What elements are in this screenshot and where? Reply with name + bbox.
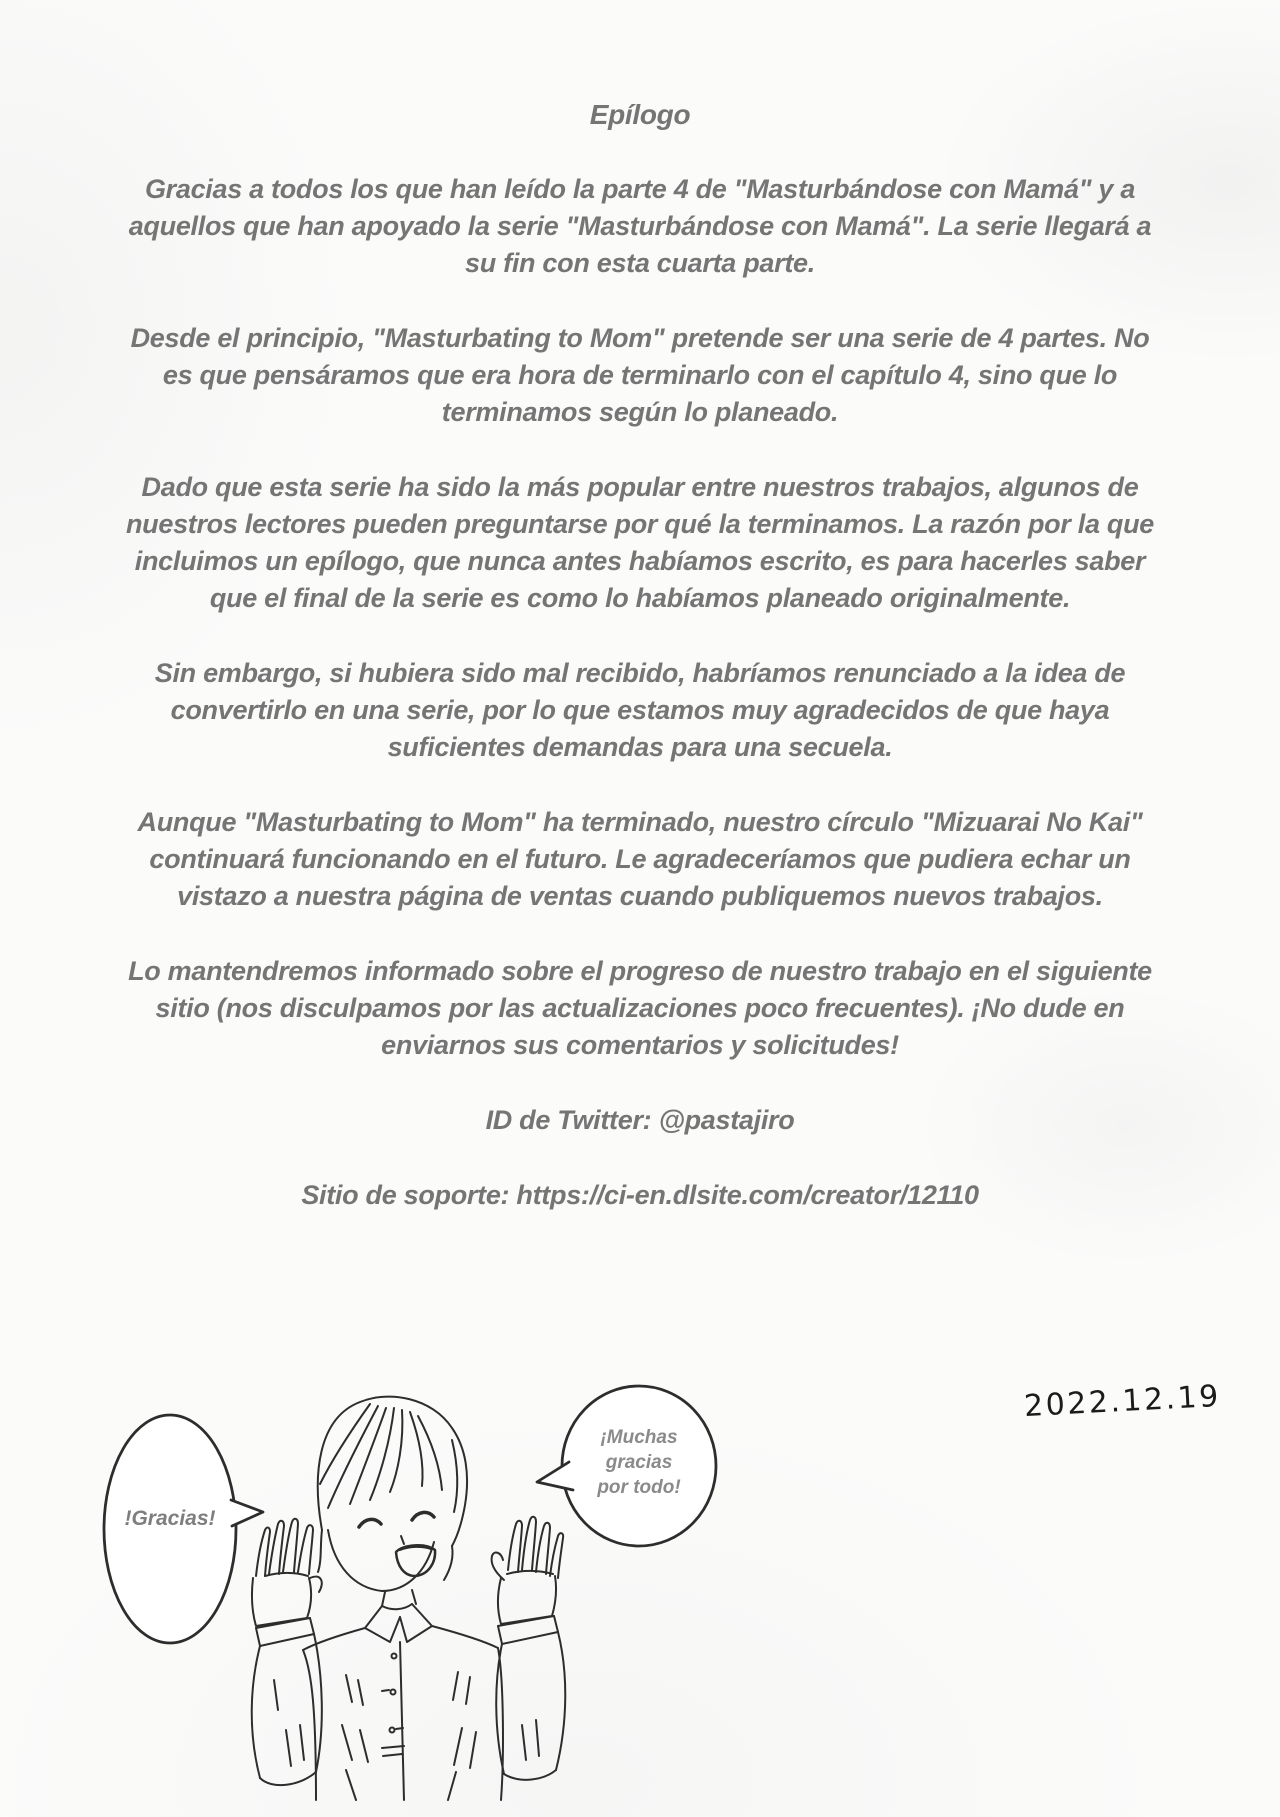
paragraph-1: Gracias a todos los que han leído la parte 4 de "Masturbándose con Mamá" y a aquellos que han apoyado la serie "Masturbándose con Mamá". La serie llegará a su fin con esta cuarta parte. bbox=[128, 174, 1152, 278]
paragraph-3: Dado que esta serie ha sido la más popular entre nuestros trabajos, algunos de nuestros lectores pueden preguntarse por qué la terminamos. La razón por la que incluimos un epílogo, que nunca antes habíamos escrito, es para hacerles saber que el final de la serie es como lo habíamos planeado originalmente. bbox=[125, 472, 1155, 613]
illustration bbox=[60, 1380, 760, 1817]
shirt-collar bbox=[365, 1590, 432, 1642]
character-hair bbox=[318, 1397, 467, 1580]
left-bubble-text: !Gracias! bbox=[124, 1507, 216, 1530]
right-bubble-text: ¡Muchas gracias por todo! bbox=[597, 1427, 681, 1498]
paragraph-2: Desde el principio, "Masturbating to Mom" pretende ser una serie de 4 partes. No es que pensáramos que era hora de terminarlo con el capítulo 4, sino que lo terminamos según lo planeado. bbox=[130, 323, 1150, 427]
handwritten-date: 2022.12.19 bbox=[1023, 1378, 1222, 1425]
page-title: Epílogo bbox=[589, 99, 691, 130]
paragraph-4: Sin embargo, si hubiera sido mal recibido, habríamos renunciado a la idea de convertirlo en una serie, por lo que estamos muy agradecidos de que haya suficientes demandas para una secuela. bbox=[154, 658, 1126, 762]
twitter-id-line: ID de Twitter: @pastajiro bbox=[485, 1105, 795, 1135]
paragraph-5: Aunque "Masturbating to Mom" ha terminado, nuestro círculo "Mizuarai No Kai" continuará funcionando en el futuro. Le agradeceríamos que pudiera echar un vistazo a nuestra página de ventas cuando publiquemos nuevos trabajos. bbox=[137, 807, 1143, 911]
character-figure bbox=[252, 1397, 566, 1800]
left-hand bbox=[252, 1519, 322, 1785]
support-site-line: Sitio de soporte: https://ci-en.dlsite.com/creator/12110 bbox=[301, 1180, 979, 1210]
shirt-body bbox=[303, 1626, 503, 1800]
character-face bbox=[328, 1512, 435, 1591]
epilogue-text-block bbox=[0, 96, 1280, 1252]
paragraph-6: Lo mantendremos informado sobre el progreso de nuestro trabajo en el siguiente sitio (nos disculpamos por las actualizaciones poco frecuentes). ¡No dude en enviarnos sus comentarios y solicitudes! bbox=[128, 956, 1152, 1060]
